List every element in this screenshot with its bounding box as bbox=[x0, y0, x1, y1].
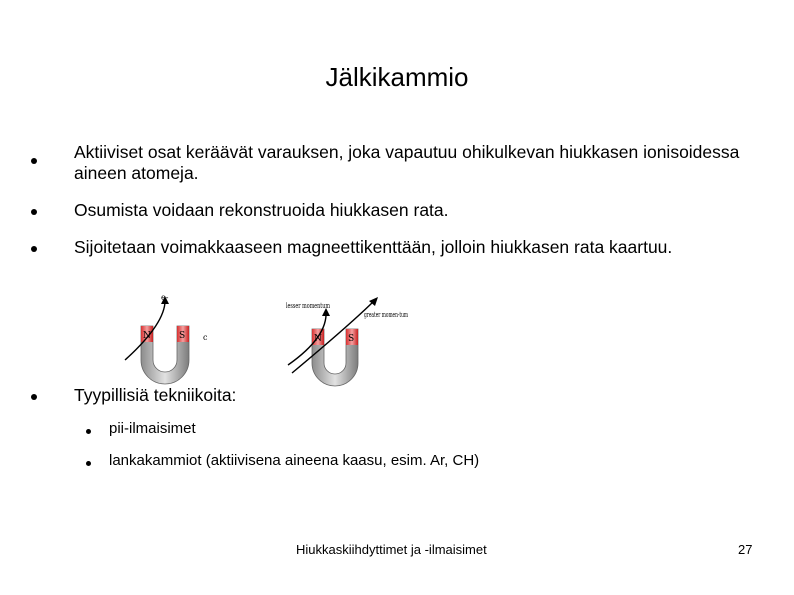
sub-bullet-2: lankakammiot (aktiivisena aineena kaasu, esim. Ar, CH) bbox=[109, 452, 480, 469]
magnet-figure-2 bbox=[282, 293, 412, 388]
bullet-4: Tyypillisiä tekniikoita: bbox=[74, 385, 237, 405]
bullet-dot bbox=[31, 158, 37, 164]
bullet-1: Aktiiviset osat keräävät varauksen, joka vapautuu ohikulkevan hiukkasen ionisoidessa aineen atomeja. bbox=[74, 142, 740, 183]
slide-title: Jälkikammio bbox=[325, 62, 469, 92]
lesser-momentum-label: lesser momentum bbox=[286, 302, 331, 310]
sub-bullet-1: pii-ilmaisimet bbox=[109, 420, 196, 437]
bullet-dot bbox=[31, 394, 37, 400]
sub-bullet-dot bbox=[86, 429, 91, 434]
bullet-dot bbox=[31, 246, 37, 252]
footer-text: Hiukkaskiihdyttimet ja -ilmaisimet bbox=[296, 542, 487, 557]
bullet-2: Osumista voidaan rekonstruoida hiukkasen rata. bbox=[74, 200, 449, 220]
electron-label: e- bbox=[161, 293, 169, 302]
sub-bullet-dot bbox=[86, 461, 91, 466]
north-label: N bbox=[143, 331, 151, 341]
south-label: S bbox=[179, 331, 186, 341]
north-label: N bbox=[314, 334, 322, 344]
south-label: S bbox=[348, 334, 355, 344]
bullet-3: Sijoitetaan voimakkaaseen magneettikenttään, jolloin hiukkasen rata kaartuu. bbox=[74, 237, 673, 257]
page-number: 27 bbox=[738, 542, 753, 557]
c-label: c bbox=[203, 333, 208, 342]
greater-momentum-label: greater momen-tum bbox=[364, 311, 409, 319]
magnet-figure-1 bbox=[115, 292, 225, 392]
bullet-dot bbox=[31, 209, 37, 215]
